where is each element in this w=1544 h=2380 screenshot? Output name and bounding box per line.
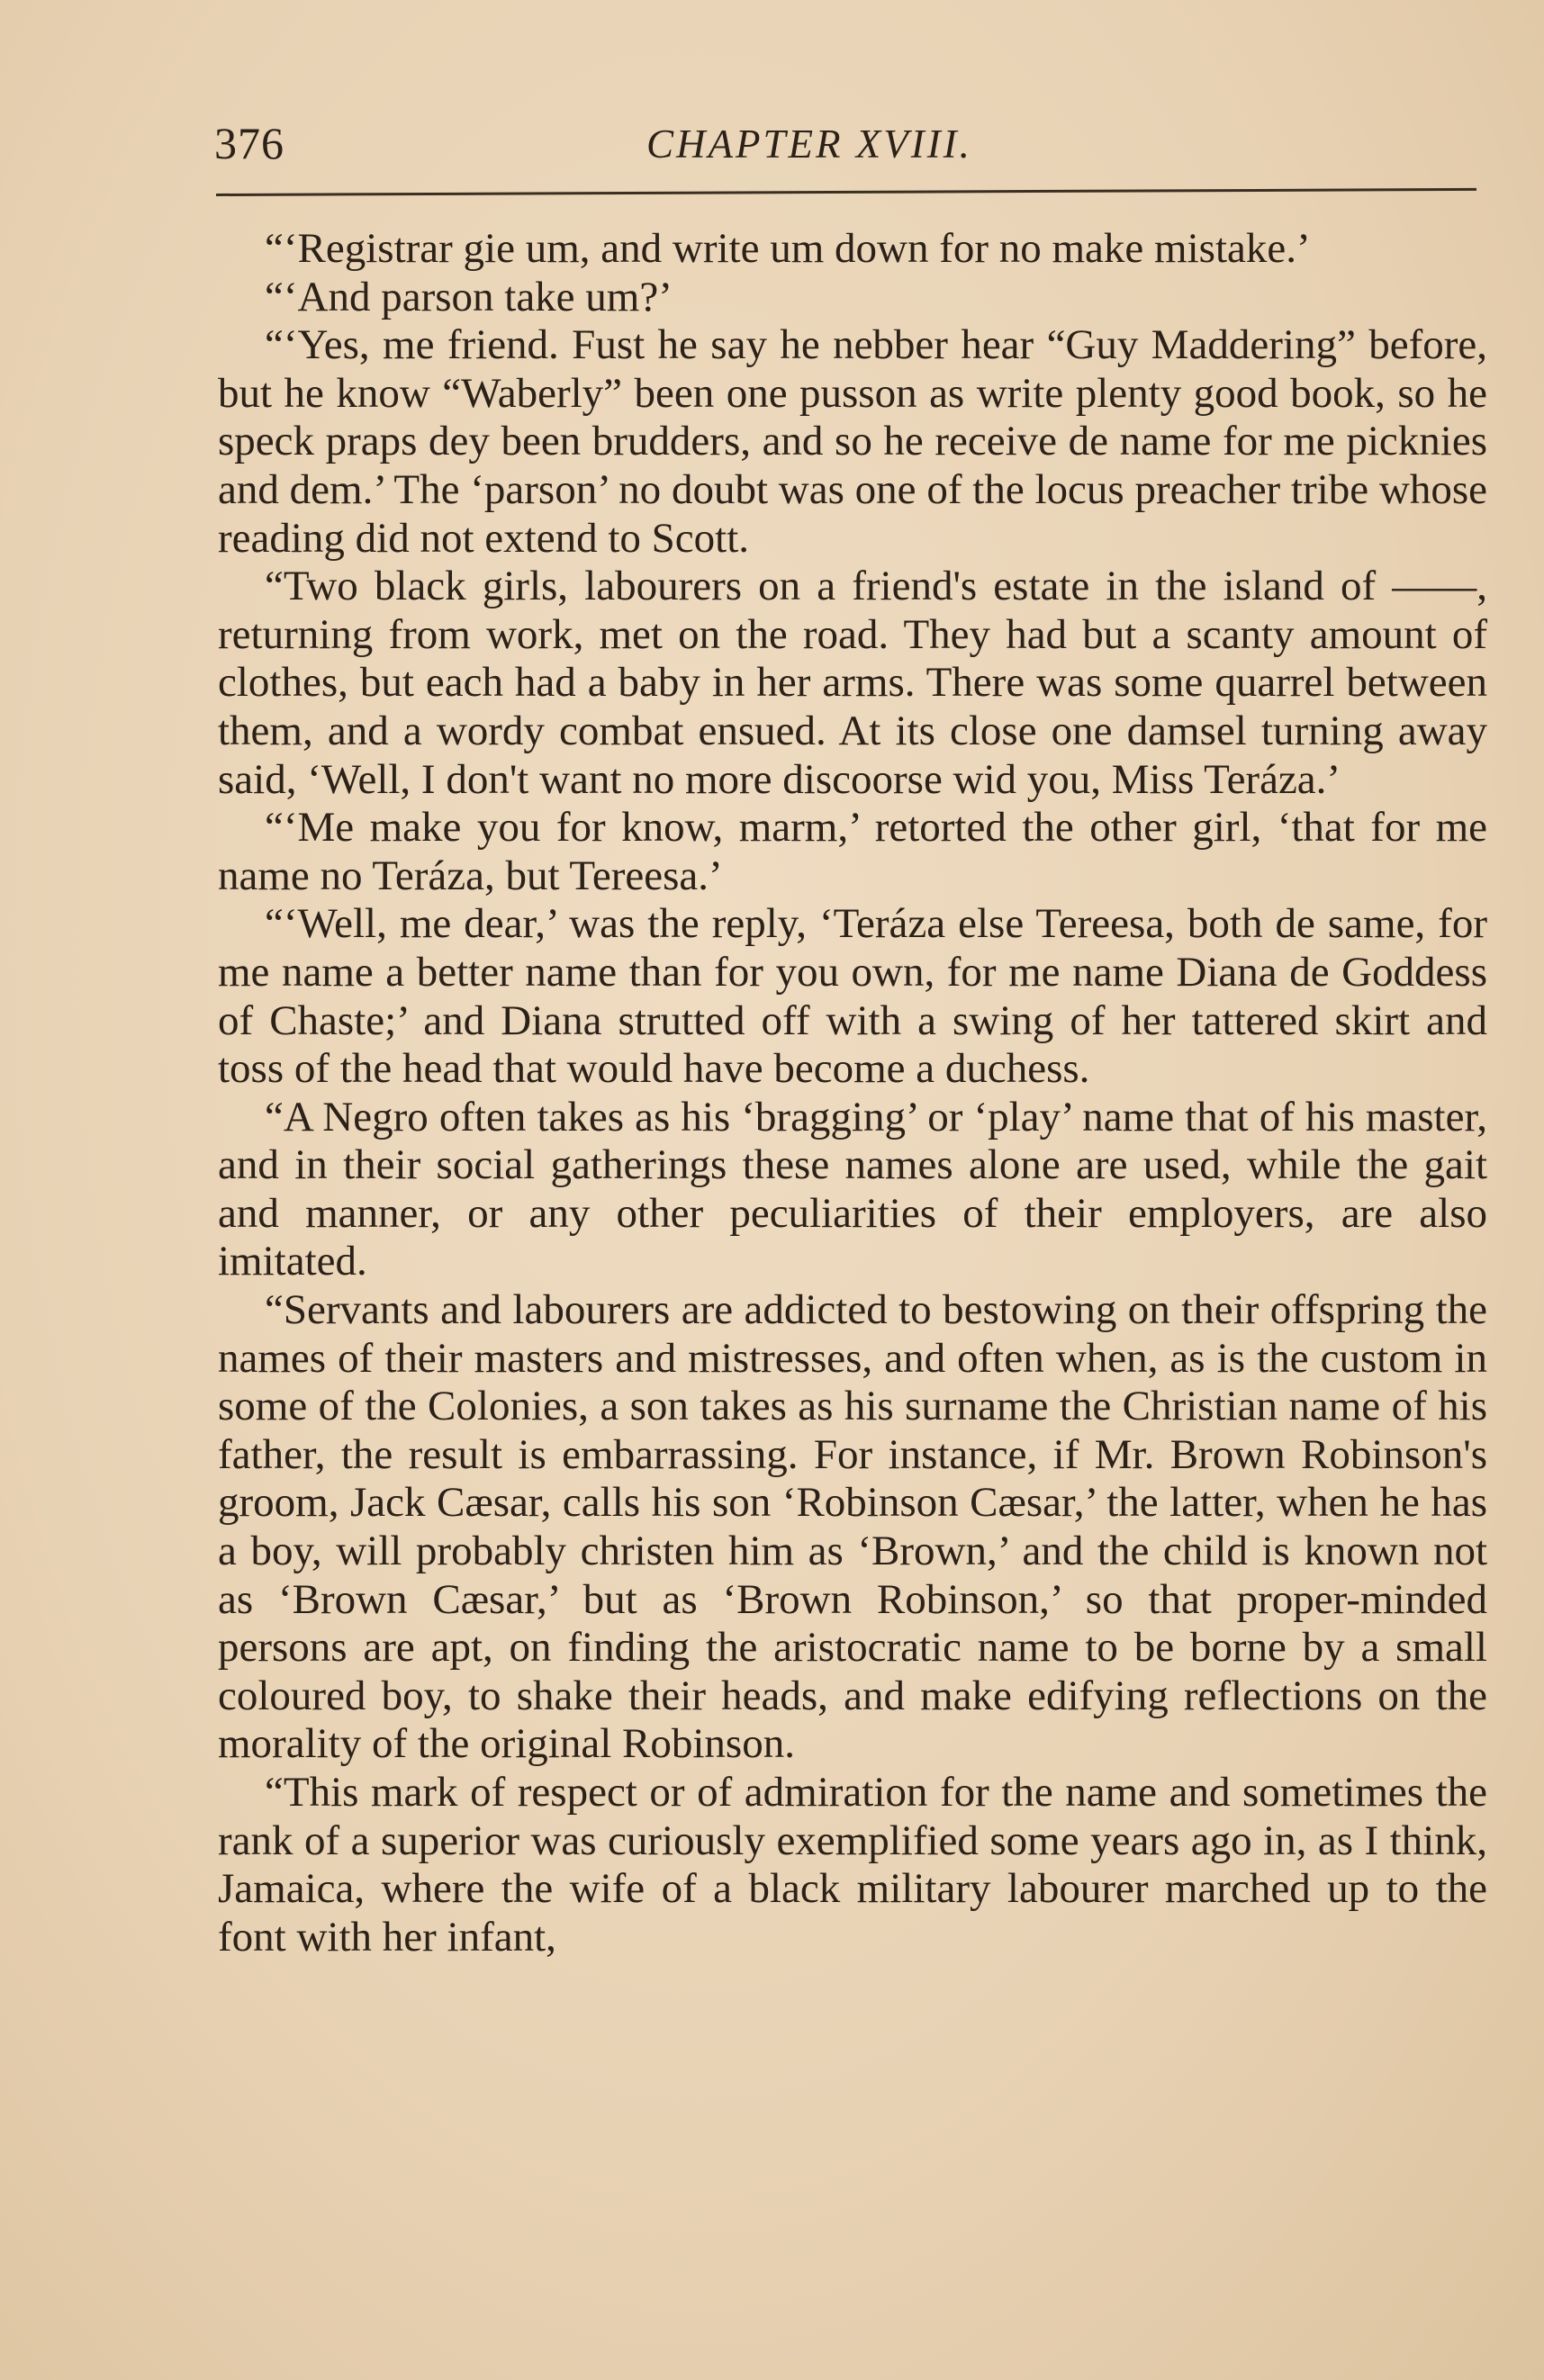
paragraph-1: “‘Registrar gie um, and write um down for no make mistake.’	[265, 225, 1311, 272]
paragraph-9: “This mark of respect or of admiration for the name and sometimes the rank of a superior was curiously exemplified some years ago in, as I think, Jamaica, where the wife of a black military labourer marched up to the font with her infant,	[218, 1769, 1487, 1961]
paragraph-6: “‘Well, me dear,’ was the reply, ‘Teráza else Tereesa, both de same, for me name a better name than for you own, for me name Diana de Goddess of Chaste;’ and Diana strutted off with a swing of her tattered skirt and toss of the head that would have become a duchess.	[218, 900, 1487, 1093]
header-rule	[216, 188, 1476, 196]
paragraph-3: “‘Yes, me friend. Fust he say he nebber hear “Guy Maddering” before, but he know “Waberly” been one pusson as write plenty good book, so he speck praps dey been brudders, and so he receive de name for me picknies and dem.’ The ‘parson’ no doubt was one of the locus preacher tribe whose reading did not extend to Scott.	[218, 321, 1487, 562]
page-number: 376	[214, 118, 284, 168]
body-text	[218, 225, 1487, 1961]
paragraph-4: “Two black girls, labourers on a friend's estate in the island of ——, returning from work, met on the road. They had but a scanty amount of clothes, but each had a baby in her arms. There was some quarrel between them, and a wordy combat ensued. At its close one damsel turning away said, ‘Well, I don't want no more discoorse wid you, Miss Teráza.’	[218, 563, 1487, 803]
paragraph-8: “Servants and labourers are addicted to bestowing on their offspring the names of their masters and mistresses, and often when, as is the custom in some of the Colonies, a son takes as his surname the Christian name of his father, the result is embarrassing. For instance, if Mr. Brown Robinson's groom, Jack Cæsar, calls his son ‘Robinson Cæsar,’ the latter, when he has a boy, will probably christen him as ‘Brown,’ and the child is known not as ‘Brown Cæsar,’ but as ‘Brown Robinson,’ so that proper-minded persons are apt, on finding the aristocratic name to be borne by a small coloured boy, to shake their heads, and make edifying reflections on the morality of the original Robinson.	[218, 1286, 1487, 1768]
paragraph-5: “‘Me make you for know, marm,’ retorted the other girl, ‘that for me name no Teráza, but Tereesa.’	[218, 804, 1487, 899]
page-header	[214, 117, 1475, 180]
paragraph-2: “‘And parson take um?’	[265, 273, 673, 320]
chapter-title: CHAPTER XVIII.	[646, 122, 972, 167]
paragraph-7: “A Negro often takes as his ‘bragging’ or ‘play’ name that of his master, and in their social gatherings these names alone are used, while the gait and manner, or any other peculiarities of their employers, are also imitated.	[218, 1093, 1487, 1285]
